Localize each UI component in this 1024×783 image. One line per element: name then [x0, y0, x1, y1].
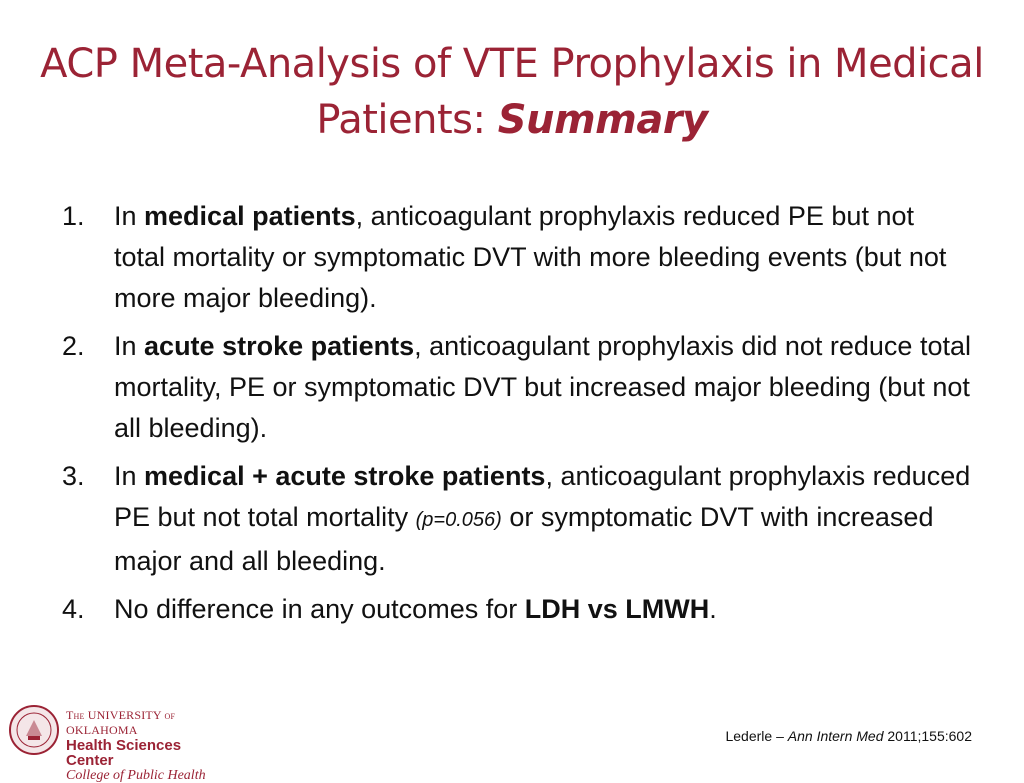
list-item-pre: In — [114, 461, 145, 491]
list-item-post: , anticoagulant prophylaxis reduced PE but not total mortality — [114, 461, 971, 532]
citation-author: Lederle – — [725, 728, 788, 744]
list-item-bold: acute stroke patients — [144, 331, 415, 361]
list-item-number: 1. — [62, 201, 85, 231]
slide-title-emphasis: Summary — [497, 97, 708, 143]
university-logo — [8, 704, 228, 783]
p-value: (p=0.056) — [415, 509, 502, 531]
list-item-post2: or symptomatic DVT with increased major and all bleeding. — [114, 502, 934, 576]
list-item — [62, 196, 972, 319]
list-item-pre: No difference in any outcomes for — [114, 594, 525, 624]
list-item-bold: medical + acute stroke patients — [144, 461, 546, 491]
slide-title-main: ACP Meta-Analysis of VTE Prophylaxis in Medical Patients: — [40, 41, 984, 143]
list-item-post: , anticoagulant prophylaxis did not reduce total mortality, PE or symptomatic DVT but increased major bleeding (but not all bleeding). — [114, 331, 971, 443]
list-item-number: 2. — [62, 331, 85, 361]
citation-ref: 2011;155:602 — [883, 728, 972, 744]
citation-journal: Ann Intern Med — [787, 728, 884, 744]
list-item-number: 4. — [62, 594, 85, 624]
citation — [725, 728, 972, 744]
list-item-number: 3. — [62, 461, 85, 491]
list-item-post: , anticoagulant prophylaxis reduced PE but not total mortality or symptomatic DVT with more bleeding events (but not more major bleeding). — [114, 201, 947, 313]
slide-title — [40, 36, 984, 148]
list-item-pre: In — [114, 331, 145, 361]
logo-college-name: College of Public Health — [66, 768, 206, 783]
university-seal-icon — [8, 704, 60, 756]
logo-center-name: Health Sciences Center — [66, 737, 182, 769]
list-item-post: . — [709, 594, 717, 624]
list-item — [62, 456, 972, 582]
list-item-bold: LDH vs LMWH — [524, 594, 710, 624]
list-item-bold: medical patients — [144, 201, 356, 231]
list-item — [62, 589, 972, 630]
summary-list — [62, 196, 972, 637]
list-item — [62, 326, 972, 449]
logo-university-name: The UNIVERSITY of OKLAHOMA — [66, 708, 176, 737]
list-item-pre: In — [114, 201, 145, 231]
